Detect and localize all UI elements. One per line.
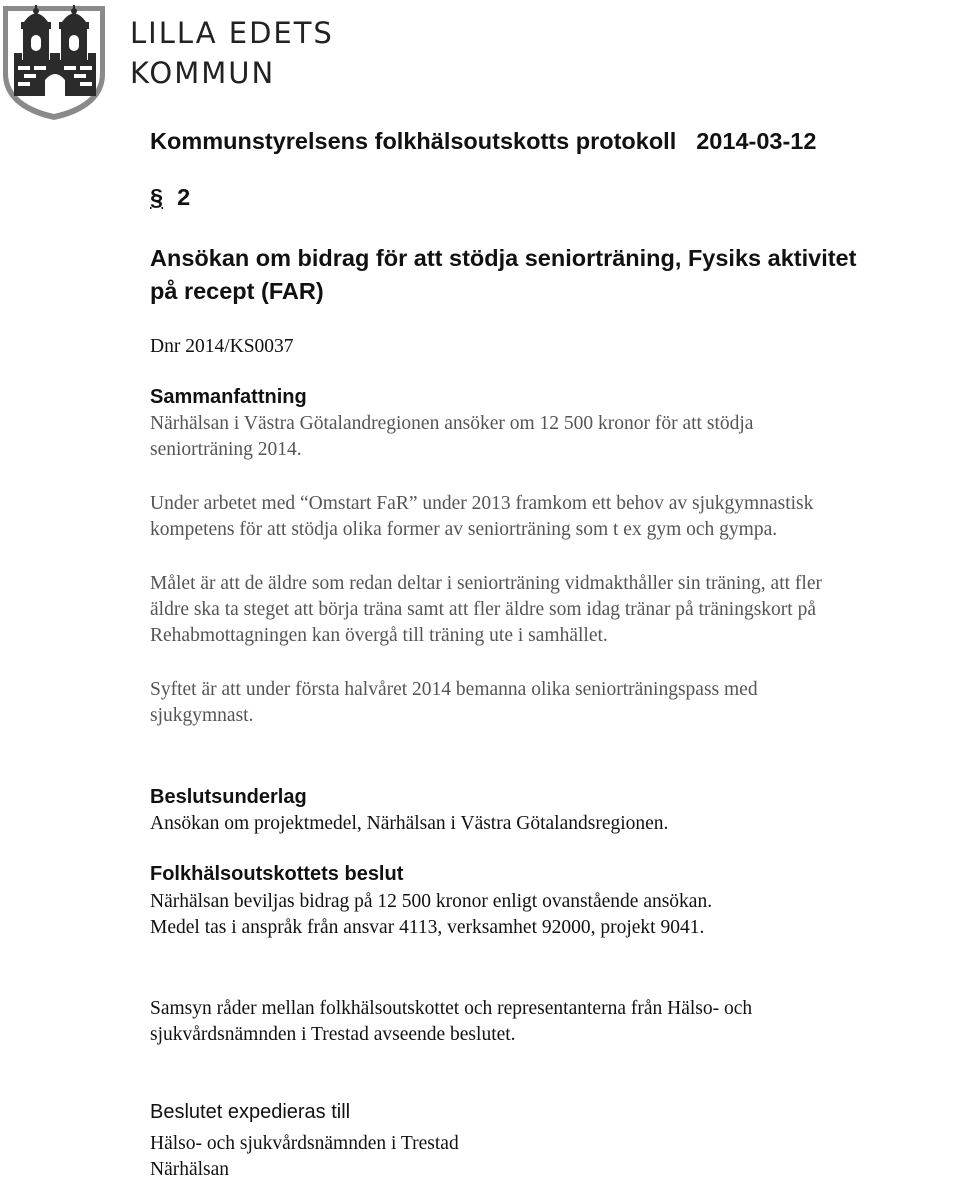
summary-p3-line2: äldre ska ta steget att börja träna samt att fler äldre som idag tränar på träningskort på [150,599,816,620]
decision-line1: Närhälsan beviljas bidrag på 12 500 kronor enligt ovanstående ansökan. [150,891,713,912]
decision-line2: Medel tas i anspråk från ansvar 4113, verksamhet 92000, projekt 9041. [150,917,705,938]
municipality-name-line1: LILLA EDETS [130,16,334,50]
dispatch-heading: Beslutet expedieras till [150,1101,351,1123]
protocol-name: Kommunstyrelsens folkhälsoutskotts protokoll [150,128,677,154]
summary-p2-line1: Under arbetet med “Omstart FaR” under 2013 framkom ett behov av sjukgymnastisk [150,493,814,514]
diary-number: Dnr 2014/KS0037 [150,336,294,357]
consensus-line1: Samsyn råder mellan folkhälsoutskottet och representanterna från Hälso- och [150,998,753,1019]
dispatch-recipient: Närhälsan [150,1159,230,1180]
summary-paragraph-4 [150,677,950,729]
section-number [150,184,190,211]
summary-heading: Sammanfattning [150,386,307,408]
summary-paragraph-2 [150,491,950,543]
protocol-date: 2014-03-12 [696,128,817,154]
summary-paragraph-3 [150,571,950,649]
summary-p4-line2: sjukgymnast. [150,705,254,726]
matter-heading [150,242,950,308]
summary-p3-line3: Rehabmottagningen kan övergå till träning ute i samhället. [150,625,608,646]
summary-p1-line1: Närhälsan i Västra Götalandregionen ansöker om 12 500 kronor för att stödja [150,413,754,434]
matter-heading-line1: Ansökan om bidrag för att stödja seniorträning, Fysiks aktivitet [150,245,857,271]
consensus-text [150,996,950,1048]
summary-p4-line1: Syftet är att under första halvåret 2014 bemanna olika seniorträningspass med [150,679,758,700]
section-sign: § [150,184,164,210]
dispatch-recipient: Hälso- och sjukvårdsnämnden i Trestad [150,1133,459,1154]
decision-text [150,889,950,941]
basis-text: Ansökan om projektmedel, Närhälsan i Västra Götalandsregionen. [150,813,669,834]
municipality-name-line2: KOMMUN [130,56,276,90]
section-number-value: 2 [177,184,191,210]
summary-p1-line2: seniorträning 2014. [150,439,302,460]
summary-p3-line1: Målet är att de äldre som redan deltar i seniorträning vidmakthåller sin träning, att fler [150,573,822,594]
summary-p2-line2: kompetens för att stödja olika former av seniorträning som t ex gym och gympa. [150,519,778,540]
dispatch-list [150,1131,950,1183]
consensus-line2: sjukvårdsnämnden i Trestad avseende beslutet. [150,1024,516,1045]
municipal-coat-of-arms-icon [0,0,110,122]
matter-heading-line2: på recept (FAR) [150,278,324,304]
protocol-title [150,128,816,155]
decision-heading: Folkhälsoutskottets beslut [150,863,404,885]
basis-heading: Beslutsunderlag [150,786,307,808]
summary-paragraph-1 [150,411,950,463]
